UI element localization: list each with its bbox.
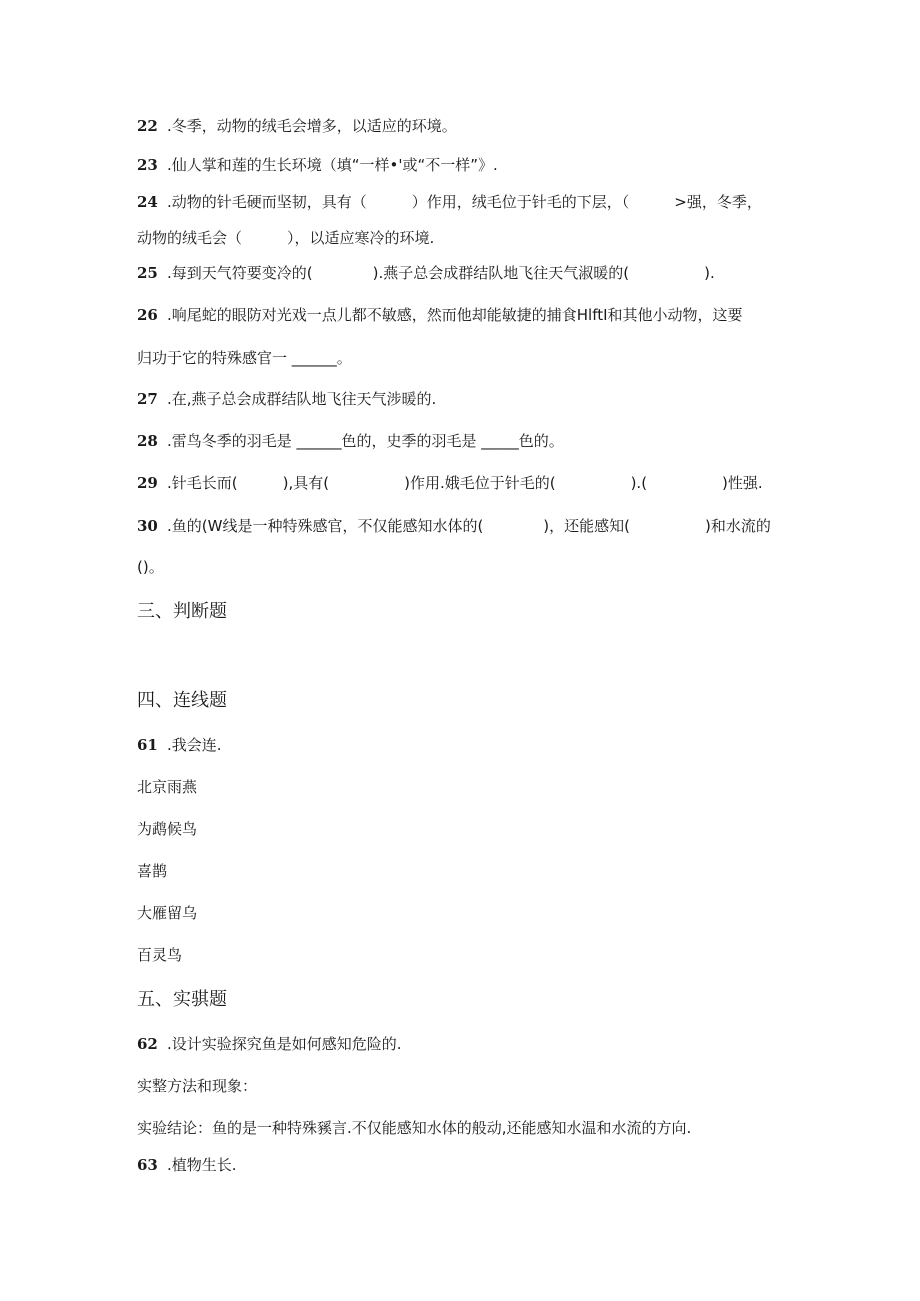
- question-23: [137, 155, 498, 175]
- question-number: 28: [137, 432, 158, 450]
- question-61: [137, 735, 222, 755]
- question-text: .响尾蛇的眼防对光戏一点儿都不敏感，然而他却能敏捷的捕食HlftI和其他小动物，这要: [167, 306, 743, 324]
- question-text: .仙人掌和莲的生长环境（填“一样•'或“不一样”》.: [167, 156, 498, 174]
- question-number: 27: [137, 390, 158, 408]
- question-22: [137, 116, 457, 136]
- question-number: 24: [137, 193, 158, 211]
- section-heading-matching: 四、连线题: [137, 690, 227, 711]
- question-text: .冬季，动物的绒毛会增多，以适应的环境。: [167, 117, 457, 135]
- question-number: 22: [137, 117, 158, 135]
- question-62: [137, 1034, 402, 1054]
- question-30-continuation: ()。: [137, 558, 164, 576]
- question-text: .设计实验探究鱼是如何感知危险的.: [167, 1035, 402, 1053]
- question-63: [137, 1155, 237, 1175]
- question-text: .每到天气符要变冷的( ).燕子总会成群结队地飞往天气淑暖的( ).: [167, 264, 715, 282]
- question-24-continuation: 动物的绒毛会（ ），以适应寒冷的环境.: [137, 229, 435, 247]
- question-29: [137, 473, 763, 493]
- bird-item: 为鹉候鸟: [137, 820, 198, 838]
- question-text: .鱼的(W线是一种特殊感官，不仅能感知水体的( )，还能感知( )和水流的: [167, 517, 771, 535]
- section-heading-judgment: 三、判断题: [137, 601, 227, 622]
- question-number: 62: [137, 1035, 158, 1053]
- bird-item: 大雁留乌: [137, 904, 198, 922]
- question-25: [137, 263, 715, 283]
- bird-item: 北京雨燕: [137, 778, 198, 796]
- question-number: 26: [137, 306, 158, 324]
- question-27: [137, 389, 436, 409]
- question-text: .雷鸟冬季的羽毛是 ______色的，史季的羽毛是 _____色的。: [167, 432, 564, 450]
- bird-item: 喜鹊: [137, 862, 168, 880]
- question-text: .我会连.: [167, 736, 222, 754]
- section-heading-experiment: 五、实骐题: [137, 989, 227, 1010]
- experiment-method-label: 实整方法和现象：: [137, 1077, 258, 1095]
- question-26: [137, 305, 743, 325]
- question-28: [137, 431, 564, 451]
- question-number: 30: [137, 517, 158, 535]
- question-number: 63: [137, 1156, 158, 1174]
- bird-item: 百灵鸟: [137, 946, 183, 964]
- question-number: 23: [137, 156, 158, 174]
- question-text: .植物生长.: [167, 1156, 237, 1174]
- question-text: .在,燕子总会成群结队地飞往天气涉暖的.: [167, 390, 437, 408]
- question-text: .针毛长而( ),具有( )作用.娥毛位于针毛的( ).( )性强.: [167, 474, 763, 492]
- question-number: 61: [137, 736, 158, 754]
- question-number: 25: [137, 264, 158, 282]
- experiment-conclusion: 实验结论：鱼的是一种特殊豯言.不仅能感知水体的般动,还能感知水温和水流的方向.: [137, 1119, 692, 1137]
- question-30: [137, 516, 771, 536]
- question-text: .动物的针毛硬而坚韧，具有（ ）作用，绒毛位于针毛的下层，（ >强，冬季，: [167, 193, 762, 211]
- question-number: 29: [137, 474, 158, 492]
- question-26-continuation: 归功于它的特殊感官一 ______。: [137, 349, 352, 367]
- question-24: [137, 192, 762, 212]
